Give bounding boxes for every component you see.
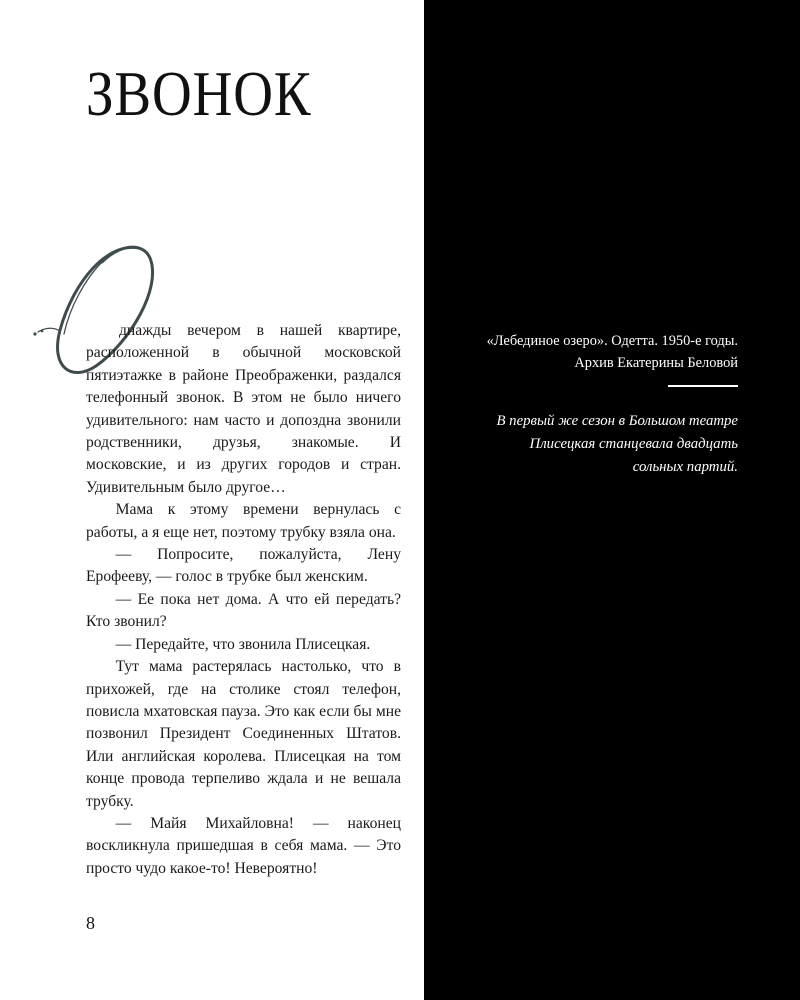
caption-divider	[668, 385, 738, 387]
paragraph: — Передайте, что звонила Плисецкая.	[115, 635, 371, 653]
quote-line: Плисецкая станцевала двадцать	[529, 436, 738, 452]
pull-quote	[440, 410, 738, 479]
quote-line: сольных партий.	[632, 459, 738, 475]
caption-line: Архив Екатерины Беловой	[574, 355, 738, 371]
quote-line: В первый же сезон в Большом театре	[496, 413, 738, 429]
paragraph: Мама к этому времени вернулась с работы, а я еще нет, поэтому трубку взяла она.	[86, 501, 401, 541]
photo-panel	[424, 0, 800, 1000]
chapter-title: ЗВОНОК	[86, 58, 312, 129]
caption-line: «Лебединое озеро». Одетта. 1950-е годы.	[486, 333, 738, 349]
paragraph: Тут мама растерялась настолько, что в прихожей, где на столике стоял телефон, повисла мхатовская пауза. Это как если бы мне позвонил Президент Соединенных Штатов. Или английская королева. Плисецкая на том конце провода терпеливо ждала и не вешала трубку.	[86, 658, 401, 810]
body-text	[86, 320, 401, 880]
photo-caption	[440, 330, 738, 374]
paragraph: днажды вечером в нашей квартире, расположенной в обычной московской пятиэтажке в районе Преображенки, раздался телефонный звонок. В этом не было ничего удивительного: нам часто и допоздна звонили родственники, друзья, знакомые. И московские, и из других городов и стран. Удивительным было другое…	[86, 322, 401, 496]
page-number: 8	[86, 913, 95, 933]
paragraph: — Попросите, пожалуйста, Лену Ерофееву, — голос в трубке был женским.	[86, 546, 401, 586]
paragraph: — Майя Михайловна! — наконец воскликнула пришедшая в себя мама. — Это просто чудо какое-то! Невероятно!	[86, 814, 401, 877]
paragraph: — Ее пока нет дома. А что ей передать? Кто звонил?	[86, 590, 401, 631]
